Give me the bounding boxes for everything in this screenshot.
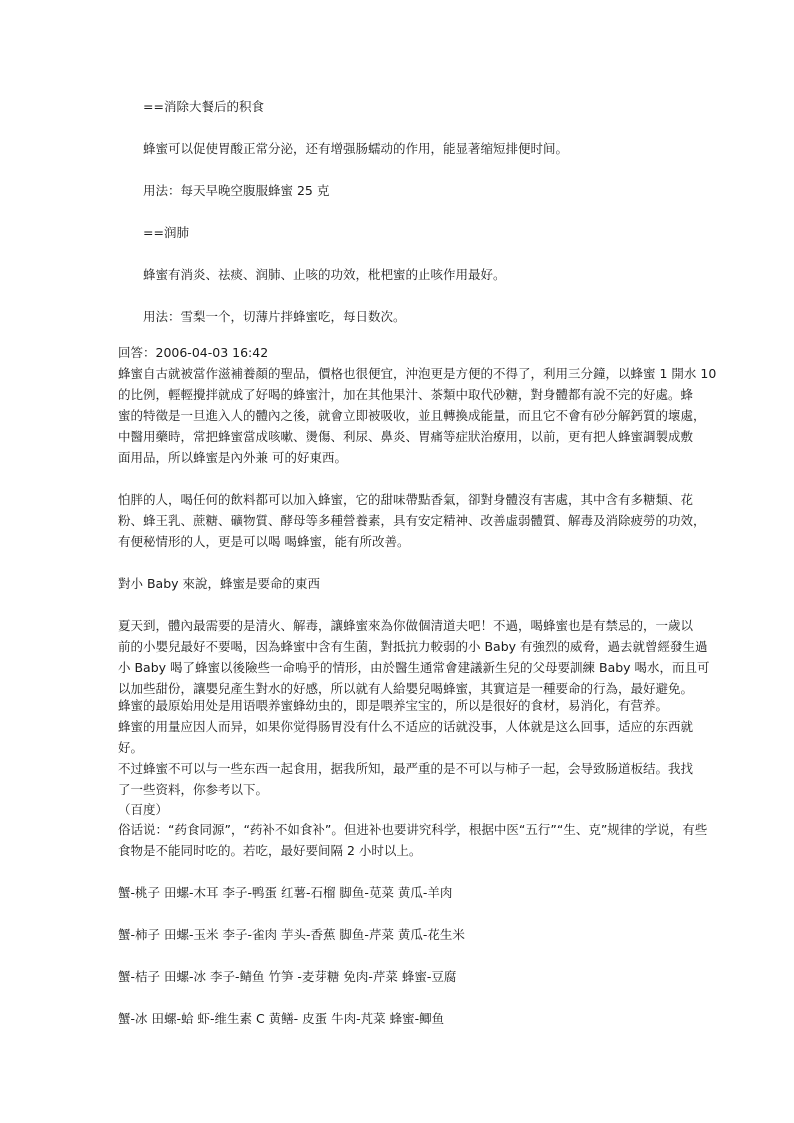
para1-line: 蜂蜜自古就被當作滋補養顏的聖品，價格也很便宜，沖泡更是方便的不得了，利用三分鐘，以蜂蜜 1 開水 10 [118,366,717,381]
para3-line: 以加些甜份，讓嬰兒產生對水的好感，所以就有人給嬰兒喝蜂蜜，其實這是一種要命的行為，最好避免。 [118,681,694,696]
para3-line: 蜂蜜的最原始用处是用语喂养蜜蜂幼虫的，即是喂养宝宝的，所以是很好的食材，易消化，有营养。 [118,698,669,713]
food-pair-line: 蟹-桔子 田螺-冰 李子-鲭鱼 竹笋 -麦芽糖 免肉-芹菜 蜂蜜-豆腐 [118,969,457,984]
para3-line: 俗话说：“药食同源”，“药补不如食补”。但进补也要讲究科学，根据中医“五行”“生、克”规律的学说，有些 [118,822,708,837]
para3-line: 夏天到，體內最需要的是清火、解毒，讓蜂蜜來為你做個清道夫吧！不過，喝蜂蜜也是有禁忌的，一歲以 [118,618,694,633]
para2-line: 有便秘情形的人，更是可以喝 喝蜂蜜，能有所改善。 [118,534,410,549]
para3-line: 不过蜂蜜不可以与一些东西一起食用，据我所知，最严重的是不可以与柿子一起，会导致肠道板结。我找 [118,761,694,776]
para3-line: 前的小嬰兒最好不要喝，因為蜂蜜中含有生菌，對抵抗力較弱的小 Baby 有強烈的威脅，過去就曾經發生過 [118,639,708,654]
para1-line: 中醫用藥時，常把蜂蜜當成咳嗽、燙傷、利尿、鼻炎、胃痛等症狀治療用，以前，更有把人蜂蜜調製成敷 [118,429,694,444]
para3-line: （百度） [118,802,169,817]
heading-lung: ==润肺 [143,225,189,240]
para1-line: 蜜的特徵是一旦進入人的體內之後，就會立即被吸收，並且轉換成能量，而且它不會有砂分解鈣質的壞處， [118,408,706,423]
para-lung: 蜂蜜有消炎、祛痰、润肺、止咳的功效，枇杷蜜的止咳作用最好。 [143,267,506,282]
answer-header: 回答：2006-04-03 16:42 [118,345,269,360]
food-pair-line: 蟹-柿子 田螺-玉米 李子-雀肉 芋头-香蕉 脚鱼-芹菜 黄瓜-花生米 [118,927,465,942]
food-pair-line: 蟹-冰 田螺-蛤 虾-维生素 C 黄鳝- 皮蛋 牛肉-芃菜 蜂蜜-鲫鱼 [118,1011,445,1026]
food-pair-line: 蟹-桃子 田螺-木耳 李子-鸭蛋 红薯-石榴 脚鱼-苋菜 黄瓜-羊肉 [118,885,453,900]
usage-digest: 用法：每天早晚空腹服蜂蜜 25 克 [143,183,330,198]
para1-line: 面用品，所以蜂蜜是內外兼 可的好東西。 [118,450,347,465]
para-digest: 蜂蜜可以促使胃酸正常分泌，还有增强肠蠕动的作用，能显著缩短排便时间。 [143,141,569,156]
para3-line: 小 Baby 喝了蜂蜜以後險些一命嗚乎的情形，由於醫生通常會建議新生兒的父母要訓練 Baby 喝水，而且可 [118,660,710,675]
heading-digest: ==消除大餐后的积食 [143,99,264,114]
usage-lung: 用法：雪梨一个，切薄片拌蜂蜜吃，每日数次。 [143,309,406,324]
para3-line: 好。 [118,740,144,755]
para2-line: 粉、蜂王乳、蔗糖、礦物質、酵母等多種營養素，具有安定精神、改善虛弱體質、解毒及消除疲勞的功效， [118,513,706,528]
para1-line: 的比例，輕輕攪拌就成了好喝的蜂蜜汁，加在其他果汁、茶類中取代砂糖，對身體都有說不完的好處。蜂 [118,387,694,402]
para3-line: 食物是不能同时吃的。若吃，最好要间隔 2 小时以上。 [118,843,422,858]
para3-line: 蜂蜜的用量应因人而异，如果你觉得肠胃没有什么不适应的话就没事，人体就是这么回事，适应的东西就 [118,719,694,734]
subheading: 對小 Baby 來說，蜂蜜是要命的東西 [118,576,321,591]
para2-line: 怕胖的人，喝任何的飲料都可以加入蜂蜜，它的甜味帶點香氣，卻對身體沒有害處，其中含有多糖類、花 [118,492,694,507]
para3-line: 了一些资料，你参考以下。 [118,782,269,797]
